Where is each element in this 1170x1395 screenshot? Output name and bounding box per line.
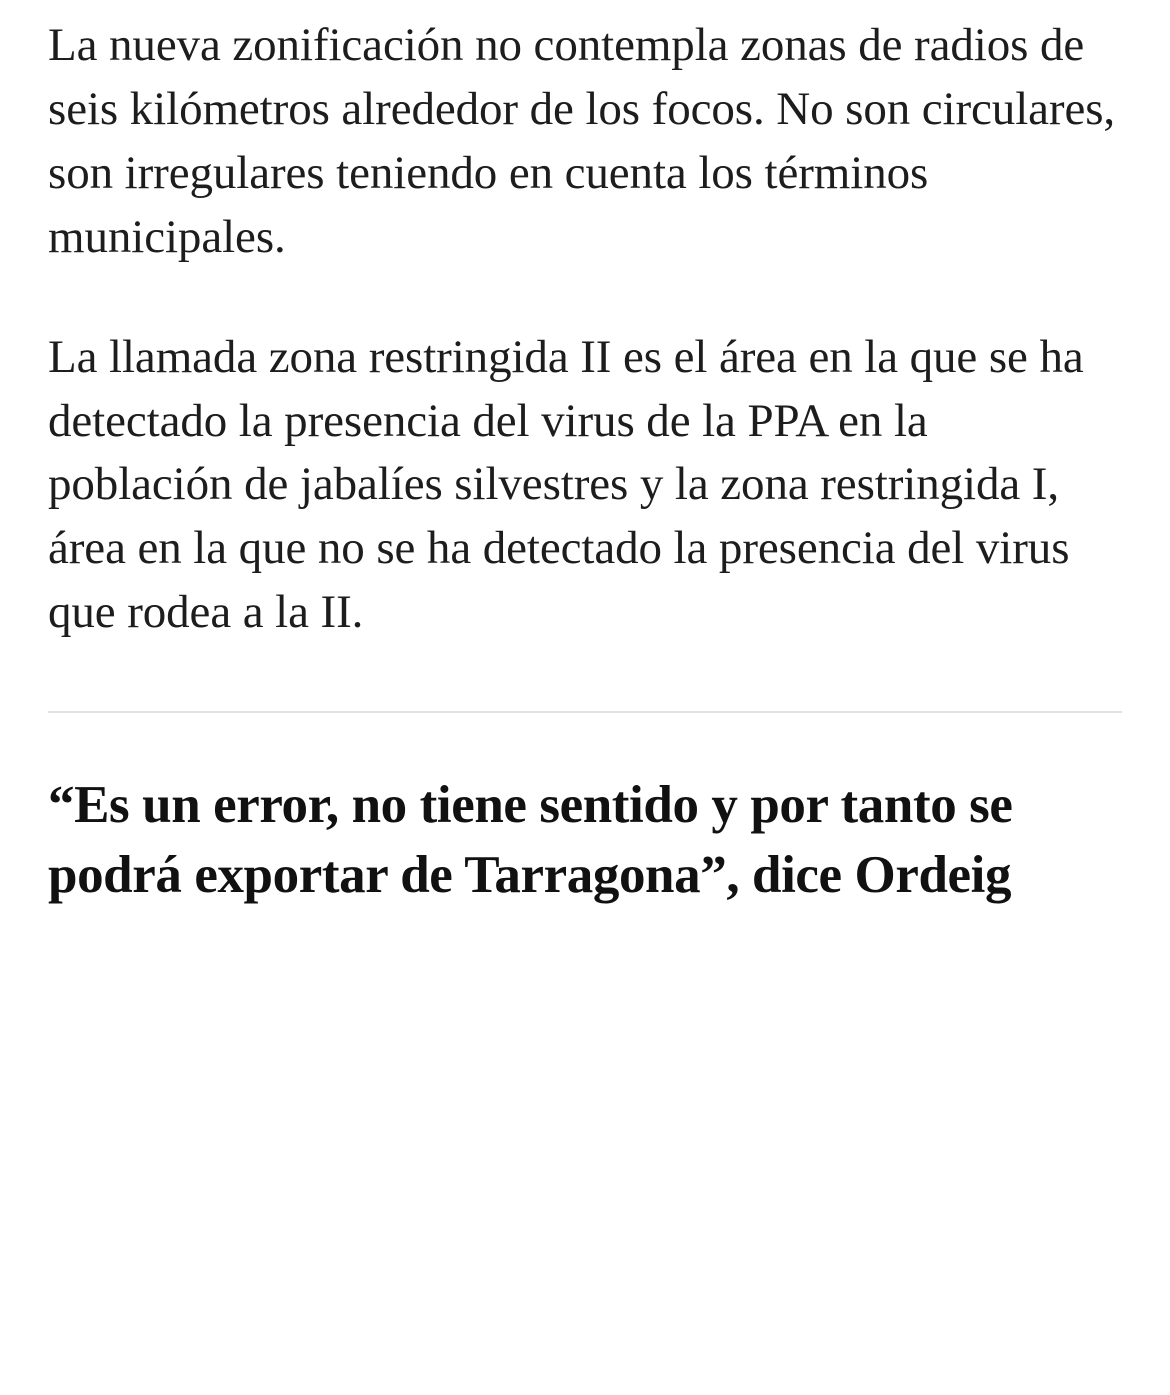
article-paragraph: La nueva zonificación no contempla zonas de radios de seis kilómetros alrededor de los focos. No son circulares, son irregulares teniendo en cuenta los términos municipales. [48, 19, 1116, 263]
article-paragraph: La llamada zona restringida II es el área en la que se ha detectado la presencia del virus de la PPA en la población de jabalíes silvestres y la zona restringida I, área en la que no se ha detectado la presencia del virus que rodea a la II. [48, 330, 1084, 639]
article-subheading: “Es un error, no tiene sentido y por tanto se podrá exportar de Tarragona”, dice Ordeig [48, 776, 1013, 905]
